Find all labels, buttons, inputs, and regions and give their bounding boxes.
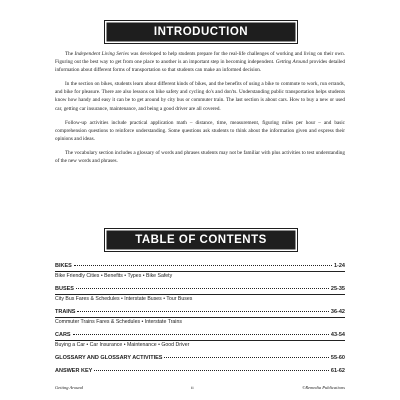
intro-paragraph-4: The vocabulary section includes a glossary of words and phrases students may not be familiar with plus activities to test understanding of the new words and phrases.	[55, 149, 345, 165]
toc-leader-dots	[94, 370, 329, 371]
toc-leader-dots	[77, 311, 328, 312]
toc-heading: TABLE OF CONTENTS	[104, 228, 298, 252]
footer-book-title: Getting Around	[55, 385, 83, 390]
toc-entry-title: CARS	[55, 332, 71, 338]
toc-entry-bikes	[55, 263, 345, 280]
toc-entry-subtopics: Bike Friendly Cities • Benefits • Types • Bike Safety	[55, 273, 173, 279]
toc-entry-pages: 61-62	[330, 368, 345, 374]
toc-entry-title: GLOSSARY AND GLOSSARY ACTIVITIES	[55, 355, 163, 361]
toc-entry-pages: 25-35	[330, 286, 345, 292]
page-footer	[55, 385, 345, 390]
toc-entry-subtopics: Buying a Car • Car Insurance • Maintenance • Good Driver	[55, 342, 190, 348]
intro-paragraph-2: In the section on bikes, students learn about different kinds of bikes, and the benefits of using a bike to commute to work, run errands, and bike for pleasure. There are also lessons on bike safety and cycling do's and don'ts. Understanding public transportation helps students know how handy and easy it can be to get around by city bus or commuter train. The last section is about cars. How to buy a new or used car, getting car insurance, maintenance, and being a good driver are all covered.	[55, 81, 345, 112]
toc-leader-dots	[164, 357, 328, 358]
series-title: Independent Living Series	[74, 51, 129, 57]
toc-entry-glossary	[55, 355, 345, 362]
toc-entry-title: TRAINS	[55, 309, 76, 315]
toc-leader-dots	[76, 288, 329, 289]
introduction-body	[55, 50, 345, 171]
table-of-contents	[55, 263, 345, 381]
toc-entry-cars	[55, 332, 345, 349]
footer-publisher: ©Remedia Publications	[301, 385, 345, 390]
toc-entry-trains	[55, 309, 345, 326]
toc-entry-pages: 43-54	[330, 332, 345, 338]
toc-entry-title: BUSES	[55, 286, 74, 292]
toc-leader-dots	[73, 334, 329, 335]
toc-entry-title: BIKES	[55, 263, 72, 269]
intro-paragraph-1: The Independent Living Series was developed to help students prepare for the real-life challenges of working and living on their own. Figuring out the best way to get from one place to another is an important step in becoming independent. Getting Around provides detailed information about different forms of transportation so that students can make an informed decision.	[55, 51, 345, 74]
intro-paragraph-3: Follow-up activities include practical application math – distance, time, measurement, figuring miles per hour – and basic comprehension questions to reinforce understanding. Some questions ask students to think about the information given and express their opinions and ideas.	[55, 119, 345, 142]
toc-entry-subtopics: Commuter Trains Fares & Schedules • Interstate Trains	[55, 319, 182, 325]
toc-entry-answer-key	[55, 368, 345, 375]
introduction-heading: INTRODUCTION	[104, 20, 298, 44]
toc-entry-subtopics: City Bus Fares & Schedules • Interstate Buses • Tour Buses	[55, 296, 193, 302]
toc-leader-dots	[74, 265, 332, 266]
toc-entry-pages: 55-60	[330, 355, 345, 361]
toc-entry-pages: 36-42	[330, 309, 345, 315]
toc-entry-buses	[55, 286, 345, 303]
book-title: Getting Around	[275, 59, 308, 66]
toc-entry-pages: 1-24	[333, 263, 345, 269]
page-number: ii	[191, 385, 194, 390]
toc-entry-title: ANSWER KEY	[55, 368, 93, 374]
